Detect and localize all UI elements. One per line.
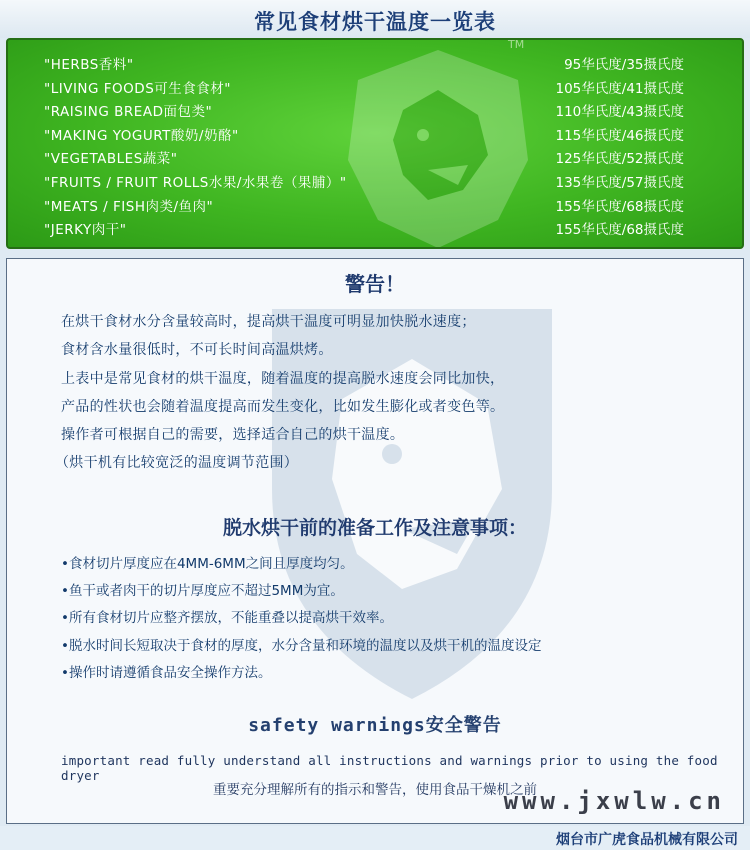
instructions-panel xyxy=(6,258,744,824)
food-name: "JERKY肉干" xyxy=(44,222,127,238)
footer xyxy=(0,826,750,850)
food-name: "LIVING FOODS可生食食材" xyxy=(44,81,231,97)
list-item: •操作时请遵循食品安全操作方法。 xyxy=(61,665,272,681)
food-name: "FRUITS / FRUIT ROLLS水果/水果卷（果脯）" xyxy=(44,175,347,191)
table-row xyxy=(44,171,684,193)
table-row xyxy=(44,147,684,169)
food-temperature: 155华氏度/68摄氏度 xyxy=(555,222,684,238)
important-notice-cn: 重要充分理解所有的指示和警告，使用食品干燥机之前 xyxy=(213,782,537,798)
table-row xyxy=(44,195,684,217)
food-name: "MAKING YOGURT酸奶/奶酪" xyxy=(44,128,239,144)
table-row xyxy=(44,53,684,75)
warning-paragraph: 产品的性状也会随着温度提高而发生变化，比如发生膨化或者变色等。 xyxy=(61,399,505,415)
website-url: www.jxwlw.cn xyxy=(503,787,725,815)
list-item: •脱水时间长短取决于食材的厚度，水分含量和环境的温度以及烘干机的温度设定 xyxy=(61,638,542,654)
page-title: 常见食材烘干温度一览表 xyxy=(254,10,496,34)
list-item: •食材切片厚度应在4MM-6MM之间且厚度均匀。 xyxy=(61,556,354,572)
temperature-table xyxy=(6,38,744,249)
food-name: "HERBS香料" xyxy=(44,57,134,73)
table-row xyxy=(44,218,684,240)
warning-paragraph: 食材含水量很低时，不可长时间高温烘烤。 xyxy=(61,342,333,358)
food-name: "MEATS / FISH肉类/鱼肉" xyxy=(44,199,214,215)
preparation-title: 脱水烘干前的准备工作及注意事项： xyxy=(222,517,527,539)
list-item: •鱼干或者肉干的切片厚度应不超过5MM为宜。 xyxy=(61,583,344,599)
food-name: "VEGETABLES蔬菜" xyxy=(44,151,178,167)
food-temperature: 95华氏度/35摄氏度 xyxy=(564,57,684,73)
table-row xyxy=(44,77,684,99)
food-temperature: 125华氏度/52摄氏度 xyxy=(555,151,684,167)
food-temperature: 115华氏度/46摄氏度 xyxy=(555,128,684,144)
company-name: 烟台市广虎食品机械有限公司 xyxy=(556,832,738,848)
important-notice-en: important read fully understand all instructions and warnings prior to using the food dryer xyxy=(61,753,718,783)
warning-paragraph: 上表中是常见食材的烘干温度，随着温度的提高脱水速度会同比加快， xyxy=(61,371,505,387)
food-temperature: 155华氏度/68摄氏度 xyxy=(555,199,684,215)
title-bar xyxy=(0,0,750,38)
warning-paragraph: 在烘干食材水分含量较高时，提高烘干温度可明显加快脱水速度； xyxy=(61,314,476,330)
food-temperature: 110华氏度/43摄氏度 xyxy=(555,104,684,120)
food-name: "RAISING BREAD面包类" xyxy=(44,104,213,120)
food-temperature: 135华氏度/57摄氏度 xyxy=(555,175,684,191)
warning-paragraph: 操作者可根据自己的需要，选择适合自己的烘干温度。 xyxy=(61,427,405,443)
food-temperature: 105华氏度/41摄氏度 xyxy=(555,81,684,97)
list-item: •所有食材切片应整齐摆放，不能重叠以提高烘干效率。 xyxy=(61,610,393,626)
table-row xyxy=(44,100,684,122)
trademark-mark: TM xyxy=(508,38,525,51)
table-row xyxy=(44,124,684,146)
warning-title: 警告！ xyxy=(345,272,405,296)
warning-paragraph: （烘干机有比较宽泛的温度调节范围） xyxy=(55,455,299,471)
safety-title: safety warnings安全警告 xyxy=(248,715,502,736)
